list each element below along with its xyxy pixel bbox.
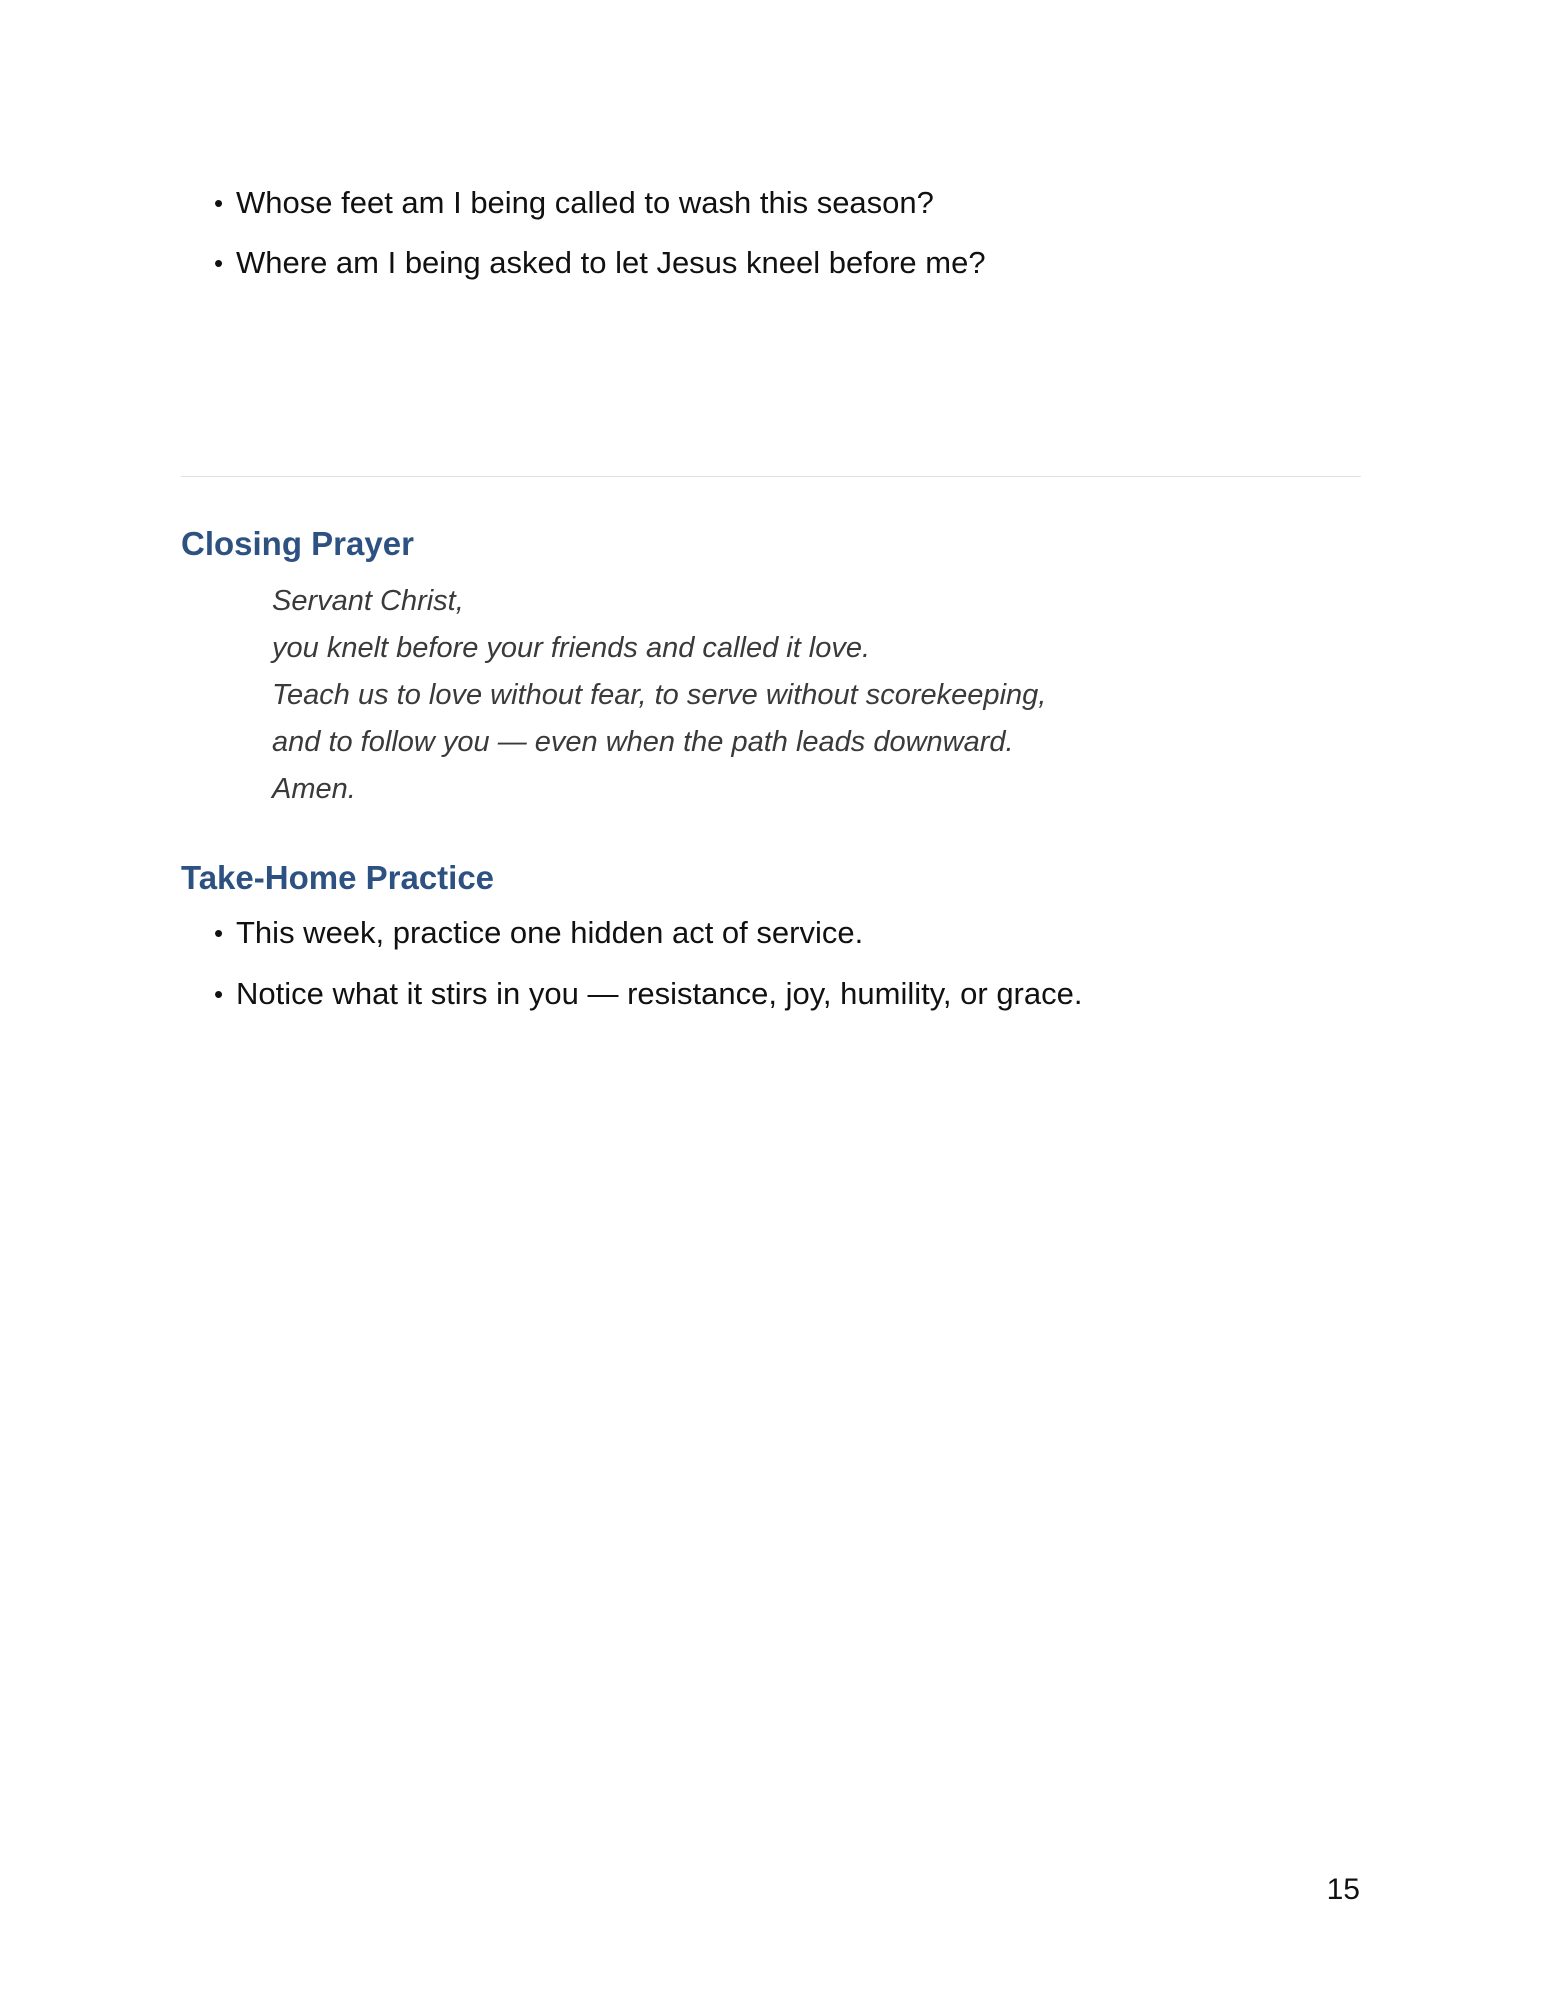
prayer-line: Teach us to love without fear, to serve without scorekeeping, [272, 679, 1047, 711]
list-item [181, 914, 1082, 952]
reflection-question-list [181, 184, 986, 304]
take-home-practice-heading: Take-Home Practice [181, 859, 495, 896]
closing-prayer-text [272, 578, 1046, 813]
bullet-icon: • [214, 248, 224, 278]
prayer-line: Amen. [272, 773, 356, 805]
practice-item-text: Notice what it stirs in you — resistance, joy, humility, or grace. [236, 976, 1083, 1011]
section-divider [181, 476, 1361, 477]
take-home-practice-list [181, 914, 1082, 1036]
closing-prayer-heading: Closing Prayer [181, 525, 414, 562]
reflection-question-text: Whose feet am I being called to wash this season? [236, 185, 934, 220]
reflection-question-text: Where am I being asked to let Jesus kneel before me? [236, 245, 986, 280]
page-number: 15 [1326, 1873, 1360, 1906]
prayer-line: you knelt before your friends and called it love. [272, 632, 871, 664]
list-item [181, 184, 986, 222]
prayer-line: Servant Christ, [272, 585, 464, 617]
list-item [181, 975, 1082, 1013]
bullet-icon: • [214, 918, 224, 948]
practice-item-text: This week, practice one hidden act of service. [236, 915, 864, 950]
bullet-icon: • [214, 188, 224, 218]
bullet-icon: • [214, 979, 224, 1009]
prayer-line: and to follow you — even when the path leads downward. [272, 726, 1014, 758]
list-item [181, 244, 986, 282]
